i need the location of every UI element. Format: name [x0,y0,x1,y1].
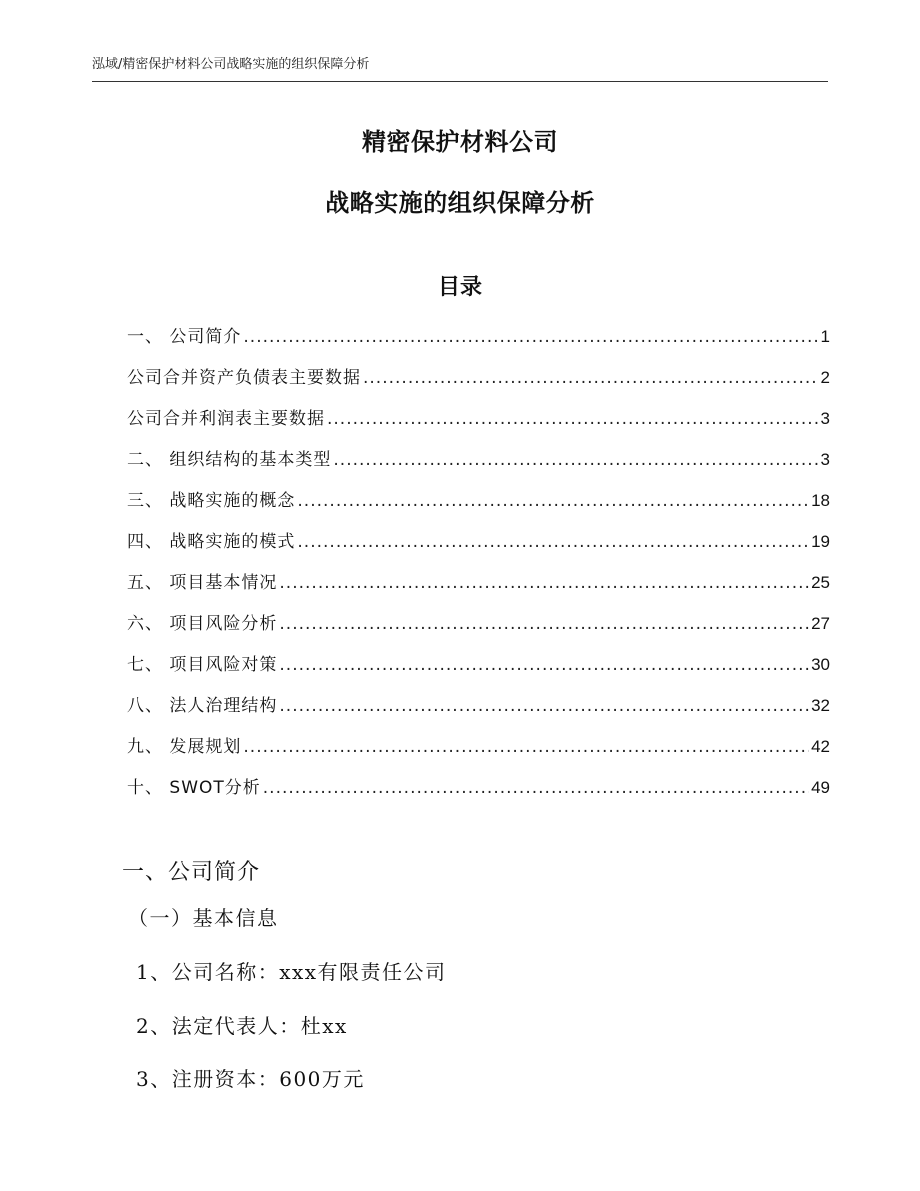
toc-entry[interactable] [127,526,830,567]
toc-entry-label: 七、 项目风险对策 [127,655,278,675]
toc-entry-label: 二、 组织结构的基本类型 [127,450,332,470]
table-of-contents [127,321,830,813]
toc-entry[interactable] [127,690,830,731]
toc-entry-label: 八、 法人治理结构 [127,696,278,716]
toc-leader-dots [279,649,809,681]
toc-leader-dots [263,772,809,804]
toc-leader-dots [333,444,818,476]
toc-leader-dots [243,321,818,353]
toc-entry-label: 公司合并利润表主要数据 [127,409,325,429]
toc-entry[interactable] [127,731,830,772]
toc-leader-dots [327,403,819,435]
company-name-line: 1、公司名称：xxx有限责任公司 [136,960,447,984]
section-heading: 一、公司简介 [122,860,261,885]
toc-entry-page: 3 [820,450,830,469]
toc-entry-page: 19 [811,532,830,551]
toc-leader-dots [243,731,809,763]
toc-entry-label: 十、 SWOT分析 [127,778,261,798]
toc-entry-label: 公司合并资产负债表主要数据 [127,368,361,388]
toc-entry-page: 32 [811,696,830,715]
toc-entry-page: 30 [811,655,830,674]
toc-entry[interactable] [127,567,830,608]
toc-entry-page: 18 [811,491,830,510]
toc-leader-dots [297,526,809,558]
running-header: 泓域/精密保护材料公司战略实施的组织保障分析 [92,48,828,82]
toc-entry-page: 2 [820,368,830,387]
toc-leader-dots [279,567,809,599]
toc-leader-dots [279,690,809,722]
toc-entry[interactable] [127,649,830,690]
toc-entry[interactable] [127,321,830,362]
registered-capital-line: 3、注册资本：600万元 [136,1067,365,1091]
toc-entry-label: 一、 公司简介 [127,327,242,347]
subsection-heading: （一）基本信息 [128,906,279,930]
toc-entry-page: 27 [811,614,830,633]
document-title-line-1: 精密保护材料公司 [362,128,558,156]
toc-leader-dots [363,362,819,394]
legal-representative-line: 2、法定代表人：杜xx [136,1014,348,1038]
toc-entry-page: 49 [811,778,830,797]
toc-entry[interactable] [127,362,830,403]
toc-entry-page: 25 [811,573,830,592]
toc-heading: 目录 [437,275,482,300]
toc-entry[interactable] [127,485,830,526]
toc-leader-dots [279,608,809,640]
toc-entry-page: 42 [811,737,830,756]
toc-entry-label: 三、 战略实施的概念 [127,491,296,511]
toc-leader-dots [297,485,809,517]
toc-entry-label: 六、 项目风险分析 [127,614,278,634]
toc-entry[interactable] [127,444,830,485]
toc-entry-label: 九、 发展规划 [127,737,242,757]
toc-entry-page: 3 [820,409,830,428]
toc-entry[interactable] [127,772,830,813]
toc-entry-label: 五、 项目基本情况 [127,573,278,593]
toc-entry[interactable] [127,403,830,444]
toc-entry[interactable] [127,608,830,649]
toc-entry-label: 四、 战略实施的模式 [127,532,296,552]
toc-entry-page: 1 [820,327,830,346]
document-title-line-2: 战略实施的组织保障分析 [325,189,595,217]
